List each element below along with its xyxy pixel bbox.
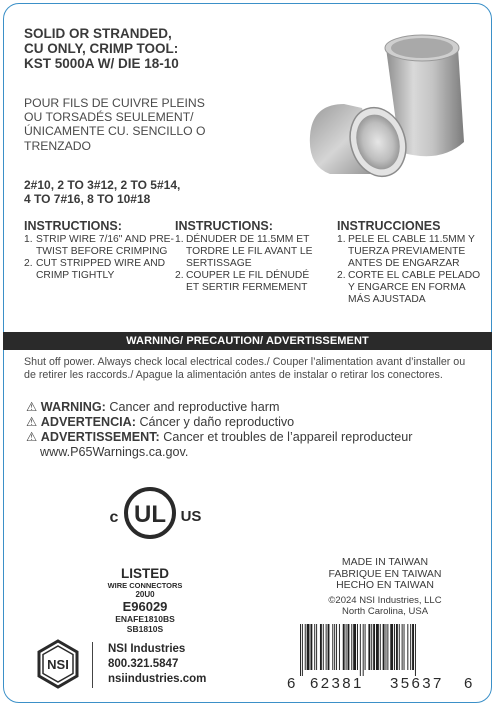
shutoff-notice: Shut off power. Always check local electrical codes./ Couper l’alimentation avant d’installer ou de retirer les raccords./ Apague la alimentación antes de instalar o retirar los conectores. bbox=[24, 356, 466, 381]
barcode-bar bbox=[348, 624, 350, 670]
barcode-bar bbox=[383, 624, 385, 670]
barcode-bar bbox=[404, 624, 405, 670]
instructions-english bbox=[24, 219, 174, 282]
instructions-heading: INSTRUCTIONS: bbox=[24, 219, 122, 233]
logo-divider bbox=[92, 642, 93, 688]
listing-file-number: E96029 bbox=[122, 599, 168, 614]
barcode-bar bbox=[300, 624, 301, 676]
barcode-bar bbox=[332, 624, 333, 670]
barcode-digit: 6 bbox=[464, 675, 475, 692]
barcode-bar bbox=[353, 624, 356, 670]
barcode-bar bbox=[314, 624, 315, 670]
warning-triangle-icon: ⚠ bbox=[26, 415, 38, 429]
barcode-bar bbox=[334, 624, 335, 670]
ul-mark-c: c bbox=[109, 509, 119, 526]
barcode-bar bbox=[399, 624, 400, 670]
copyright: ©2024 NSI Industries, LLC bbox=[328, 594, 442, 606]
ul-listed-mark-icon bbox=[105, 486, 205, 544]
barcode-digit: 35637 bbox=[390, 675, 444, 692]
made-in-es: HECHO EN TAIWAN bbox=[336, 579, 434, 591]
instruction-step: 1. PELE EL CABLE 11.5MM Y TUERZA PREVIAMENTE ANTES DE ENGARZAR bbox=[337, 234, 475, 269]
barcode-bar bbox=[412, 624, 414, 670]
barcode-bar bbox=[402, 624, 403, 670]
made-in-fr: FABRIQUE EN TAIWAN bbox=[328, 567, 442, 580]
barcode-digit: 62381 bbox=[310, 675, 364, 692]
barcode-bar bbox=[339, 624, 340, 670]
instructions-heading: INSTRUCTIONS: bbox=[175, 219, 273, 233]
origin-info bbox=[300, 557, 470, 618]
barcode-bar bbox=[371, 624, 372, 670]
barcode-bar bbox=[302, 624, 303, 676]
prop65-line-en: ⚠ WARNING: Cancer and reproductive harm bbox=[26, 400, 280, 414]
barcode-bar bbox=[386, 624, 387, 670]
company-phone: 800.321.5847 bbox=[108, 658, 179, 670]
barcode-bar bbox=[360, 624, 361, 676]
product-subtitle: POUR FILS DE CUIVRE PLEINS OU TORSADÉS SEULEMENT/ ÚNICAMENTE CU. SENCILLO O TRENZADO bbox=[24, 96, 206, 153]
listing-category: WIRE CONNECTORS bbox=[107, 581, 183, 590]
barcode-bar bbox=[351, 624, 352, 670]
barcode-bar bbox=[328, 624, 330, 670]
warning-triangle-icon: ⚠ bbox=[26, 400, 38, 414]
warning-triangle-icon: ⚠ bbox=[26, 430, 38, 444]
instructions-heading: INSTRUCCIONES bbox=[337, 219, 441, 233]
barcode-bar bbox=[380, 624, 381, 670]
barcode-bar bbox=[323, 624, 324, 670]
instruction-step: 2. CORTE EL CABLE PELADO Y ENGARCE EN FORMA MÁS AJUSTADA bbox=[337, 270, 481, 305]
instruction-step: 1. DÉNUDER DE 11.5MM ET TORDRE LE FIL AVANT LE SERTISSAGE bbox=[175, 234, 313, 269]
barcode-bar bbox=[310, 624, 312, 670]
model-number: ENAFE1810BS bbox=[115, 614, 175, 624]
barcode-bar bbox=[410, 624, 411, 670]
listing-control-number: 20U0 bbox=[135, 590, 155, 599]
barcode-bar bbox=[343, 624, 345, 670]
barcode-bar bbox=[316, 624, 317, 670]
barcode-bar bbox=[387, 624, 388, 670]
model-number: SB1810S bbox=[126, 624, 164, 634]
connector-illustration bbox=[300, 24, 480, 184]
wire-size-range: 2#10, 2 TO 3#12, 2 TO 5#14, 4 TO 7#16, 8 TO 10#18 bbox=[24, 178, 181, 206]
made-in-en: MADE IN TAIWAN bbox=[341, 556, 429, 568]
barcode-bar bbox=[326, 624, 327, 670]
barcode-bar bbox=[368, 624, 370, 670]
instruction-step: 2. COUPER LE FIL DÉNUDÉ ET SERTIR FERMEMENT bbox=[175, 270, 310, 293]
prop65-url: www.P65Warnings.ca.gov. bbox=[40, 445, 189, 459]
product-title: SOLID OR STRANDED, CU ONLY, CRIMP TOOL: KST 5000A W/ DIE 18-10 bbox=[24, 26, 179, 71]
company-website: nsiindustries.com bbox=[108, 673, 207, 685]
nsi-logo-text: NSI bbox=[47, 657, 69, 672]
barcode-bar bbox=[415, 624, 416, 676]
prop65-line-es: ⚠ ADVERTENCIA: Cáncer y daño reproductivo bbox=[26, 415, 295, 429]
barcode-bar bbox=[373, 624, 375, 670]
barcode-bar bbox=[394, 624, 395, 670]
instructions-spanish bbox=[337, 219, 482, 306]
barcode-bar bbox=[396, 624, 398, 670]
listed-label: LISTED bbox=[120, 566, 169, 581]
barcode-bar bbox=[363, 624, 364, 676]
upc-barcode bbox=[298, 624, 468, 676]
barcode-bar bbox=[336, 624, 337, 670]
instruction-step: 1. STRIP WIRE 7/16" AND PRE-TWIST BEFORE CRIMPING bbox=[24, 234, 174, 257]
nsi-logo-icon bbox=[36, 639, 80, 689]
barcode-digit: 6 bbox=[287, 675, 298, 692]
prop65-line-fr: ⚠ ADVERTISSEMENT: Cancer et troubles de l’appareil reproducteur bbox=[26, 430, 413, 444]
barcode-bar bbox=[390, 624, 393, 670]
barcode-bar bbox=[365, 624, 366, 670]
barcode-bar bbox=[305, 624, 306, 670]
ul-mark-text: UL bbox=[134, 501, 166, 528]
instructions-french bbox=[175, 219, 320, 294]
ul-mark-us: US bbox=[180, 508, 202, 525]
company-location: North Carolina, USA bbox=[341, 606, 429, 617]
barcode-bar bbox=[346, 624, 347, 670]
barcode-bar bbox=[376, 624, 379, 670]
company-name: NSI Industries bbox=[108, 643, 186, 655]
ul-listing-info bbox=[90, 566, 200, 634]
company-info bbox=[108, 642, 206, 687]
prop65-warning bbox=[26, 400, 412, 460]
warning-bar: WARNING/ PRECAUTION/ ADVERTISSEMENT bbox=[3, 332, 492, 350]
barcode-bar bbox=[407, 624, 408, 670]
barcode-bar bbox=[357, 624, 358, 670]
barcode-bar bbox=[307, 624, 310, 670]
barcode-bar bbox=[320, 624, 322, 670]
instruction-step: 2. CUT STRIPPED WIRE AND CRIMP TIGHTLY bbox=[24, 258, 166, 281]
